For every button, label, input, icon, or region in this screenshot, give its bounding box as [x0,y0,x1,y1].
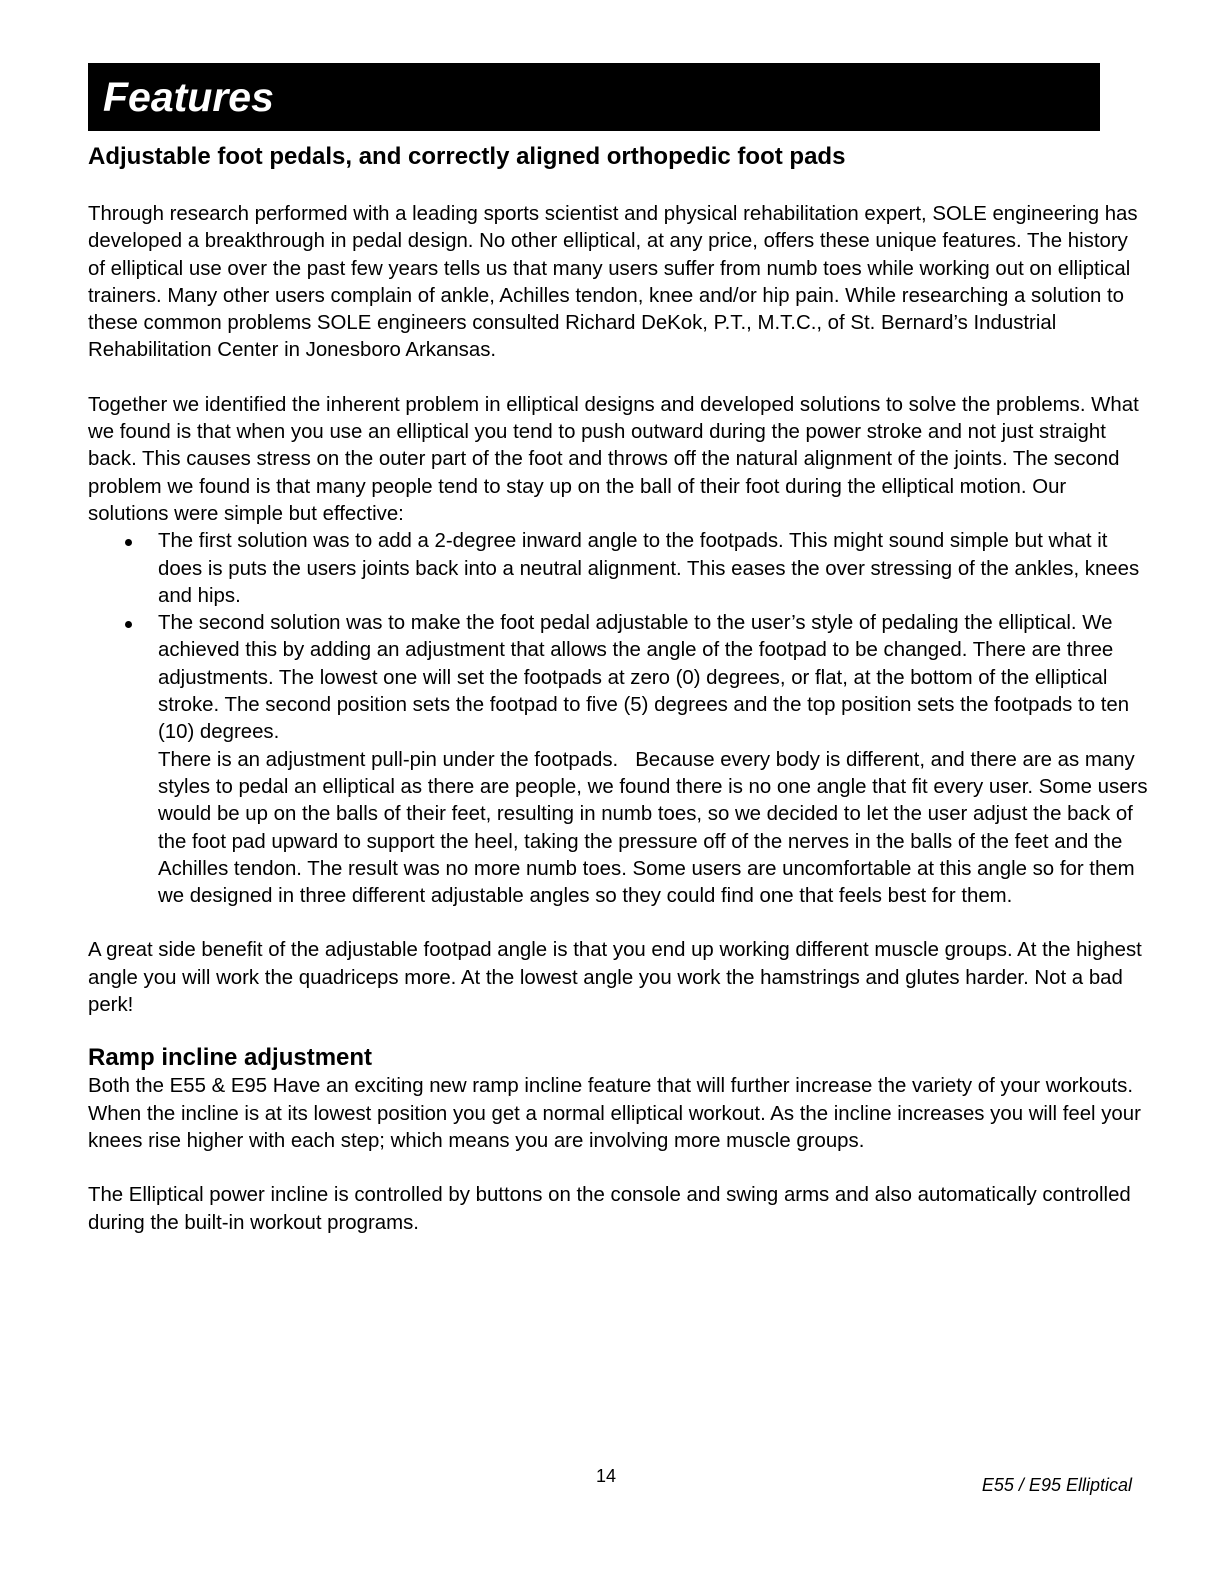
section-banner [88,63,1100,131]
paragraph-ramp-incline: Both the E55 & E95 Have an exciting new ramp incline feature that will further increase the variety of your workouts. When the incline is at its lowest position you get a normal elliptical workout. As the incline increases you will feel your knees rise higher with each step; which means you are involving more muscle groups. [88,1075,1141,1152]
paragraph-side-benefit: A great side benefit of the adjustable footpad angle is that you end up working different muscle groups. At the highest angle you will work the quadriceps more. At the lowest angle you work the hamstrings and glutes harder. Not a bad perk! [88,939,1142,1017]
bullet-icon [125,621,132,628]
paragraph-research: Through research performed with a leading sports scientist and physical rehabilitation expert, SOLE engineering has developed a breakthrough in pedal design. No other elliptical, at any price, offers these unique features. The history of elliptical use over the past few years tells us that many users suffer from numb toes while working out on elliptical trainers. Many other users complain of ankle, Achilles tendon, knee and/or hip pain. While researching a solution to these common problems SOLE engineers consulted Richard DeKok, P.T., M.T.C., of St. Bernard’s Industrial Rehabilitation Center in Jonesboro Arkansas. [88,203,1138,362]
section-heading-ramp-incline: Ramp incline adjustment [88,1044,373,1072]
paragraph-power-incline: The Elliptical power incline is controlled by buttons on the console and swing arms and also automatically controlled during the built-in workout programs. [88,1184,1131,1234]
list-item [88,610,1154,910]
page-title: Features [103,74,274,120]
section-heading-foot-pedals: Adjustable foot pedals, and correctly aligned orthopedic foot pads [88,143,846,170]
main-content [88,140,1154,1237]
solutions-list [88,528,1154,910]
footer-doc-title: E55 / E95 Elliptical [981,1475,1132,1495]
bullet-icon [125,539,132,546]
list-item [88,528,1148,610]
list-item-text: The second solution was to make the foot pedal adjustable to the user’s style of pedaling the elliptical. We achieved this by adding an adjustment that allows the angle of the footpad to be changed. There are three adjustments. The lowest one will set the footpads at zero (0) degrees, or flat, at the bottom of the elliptical stroke. The second position sets the footpad to five (5) degrees and the top position sets the footpads to ten (10) degrees. [158,612,1130,744]
page-number: 14 [596,1466,617,1486]
list-item-text: The first solution was to add a 2-degree inward angle to the footpads. This might sound simple but what it does is puts the users joints back into a neutral alignment. This eases the over stressing of the ankles, knees and hips. [158,530,1140,607]
paragraph-problems: Together we identified the inherent problem in elliptical designs and developed solutions to solve the problems. What we found is that when you use an elliptical you tend to push outward during the power stroke and not just straight back. This causes stress on the outer part of the foot and throws off the natural alignment of the joints. The second problem we found is that many people tend to stay up on the ball of their foot during the elliptical motion. Our solutions were simple but effective: [88,393,1139,525]
list-item-continuation: There is an adjustment pull-pin under the footpads. Because every body is different, and there are as many styles to pedal an elliptical as there are people, we found there is no one angle that fit every user. Some users would be up on the balls of their feet, resulting in numb toes, so we decided to let the user adjust the back of the foot pad upward to support the heel, taking the pressure off of the nerves in the balls of the feet and the Achilles tendon. The result was no more numb toes. Some users are uncomfortable at this angle so for them we designed in three different adjustable angles so they could find one that feels best for them. [158,748,1154,908]
